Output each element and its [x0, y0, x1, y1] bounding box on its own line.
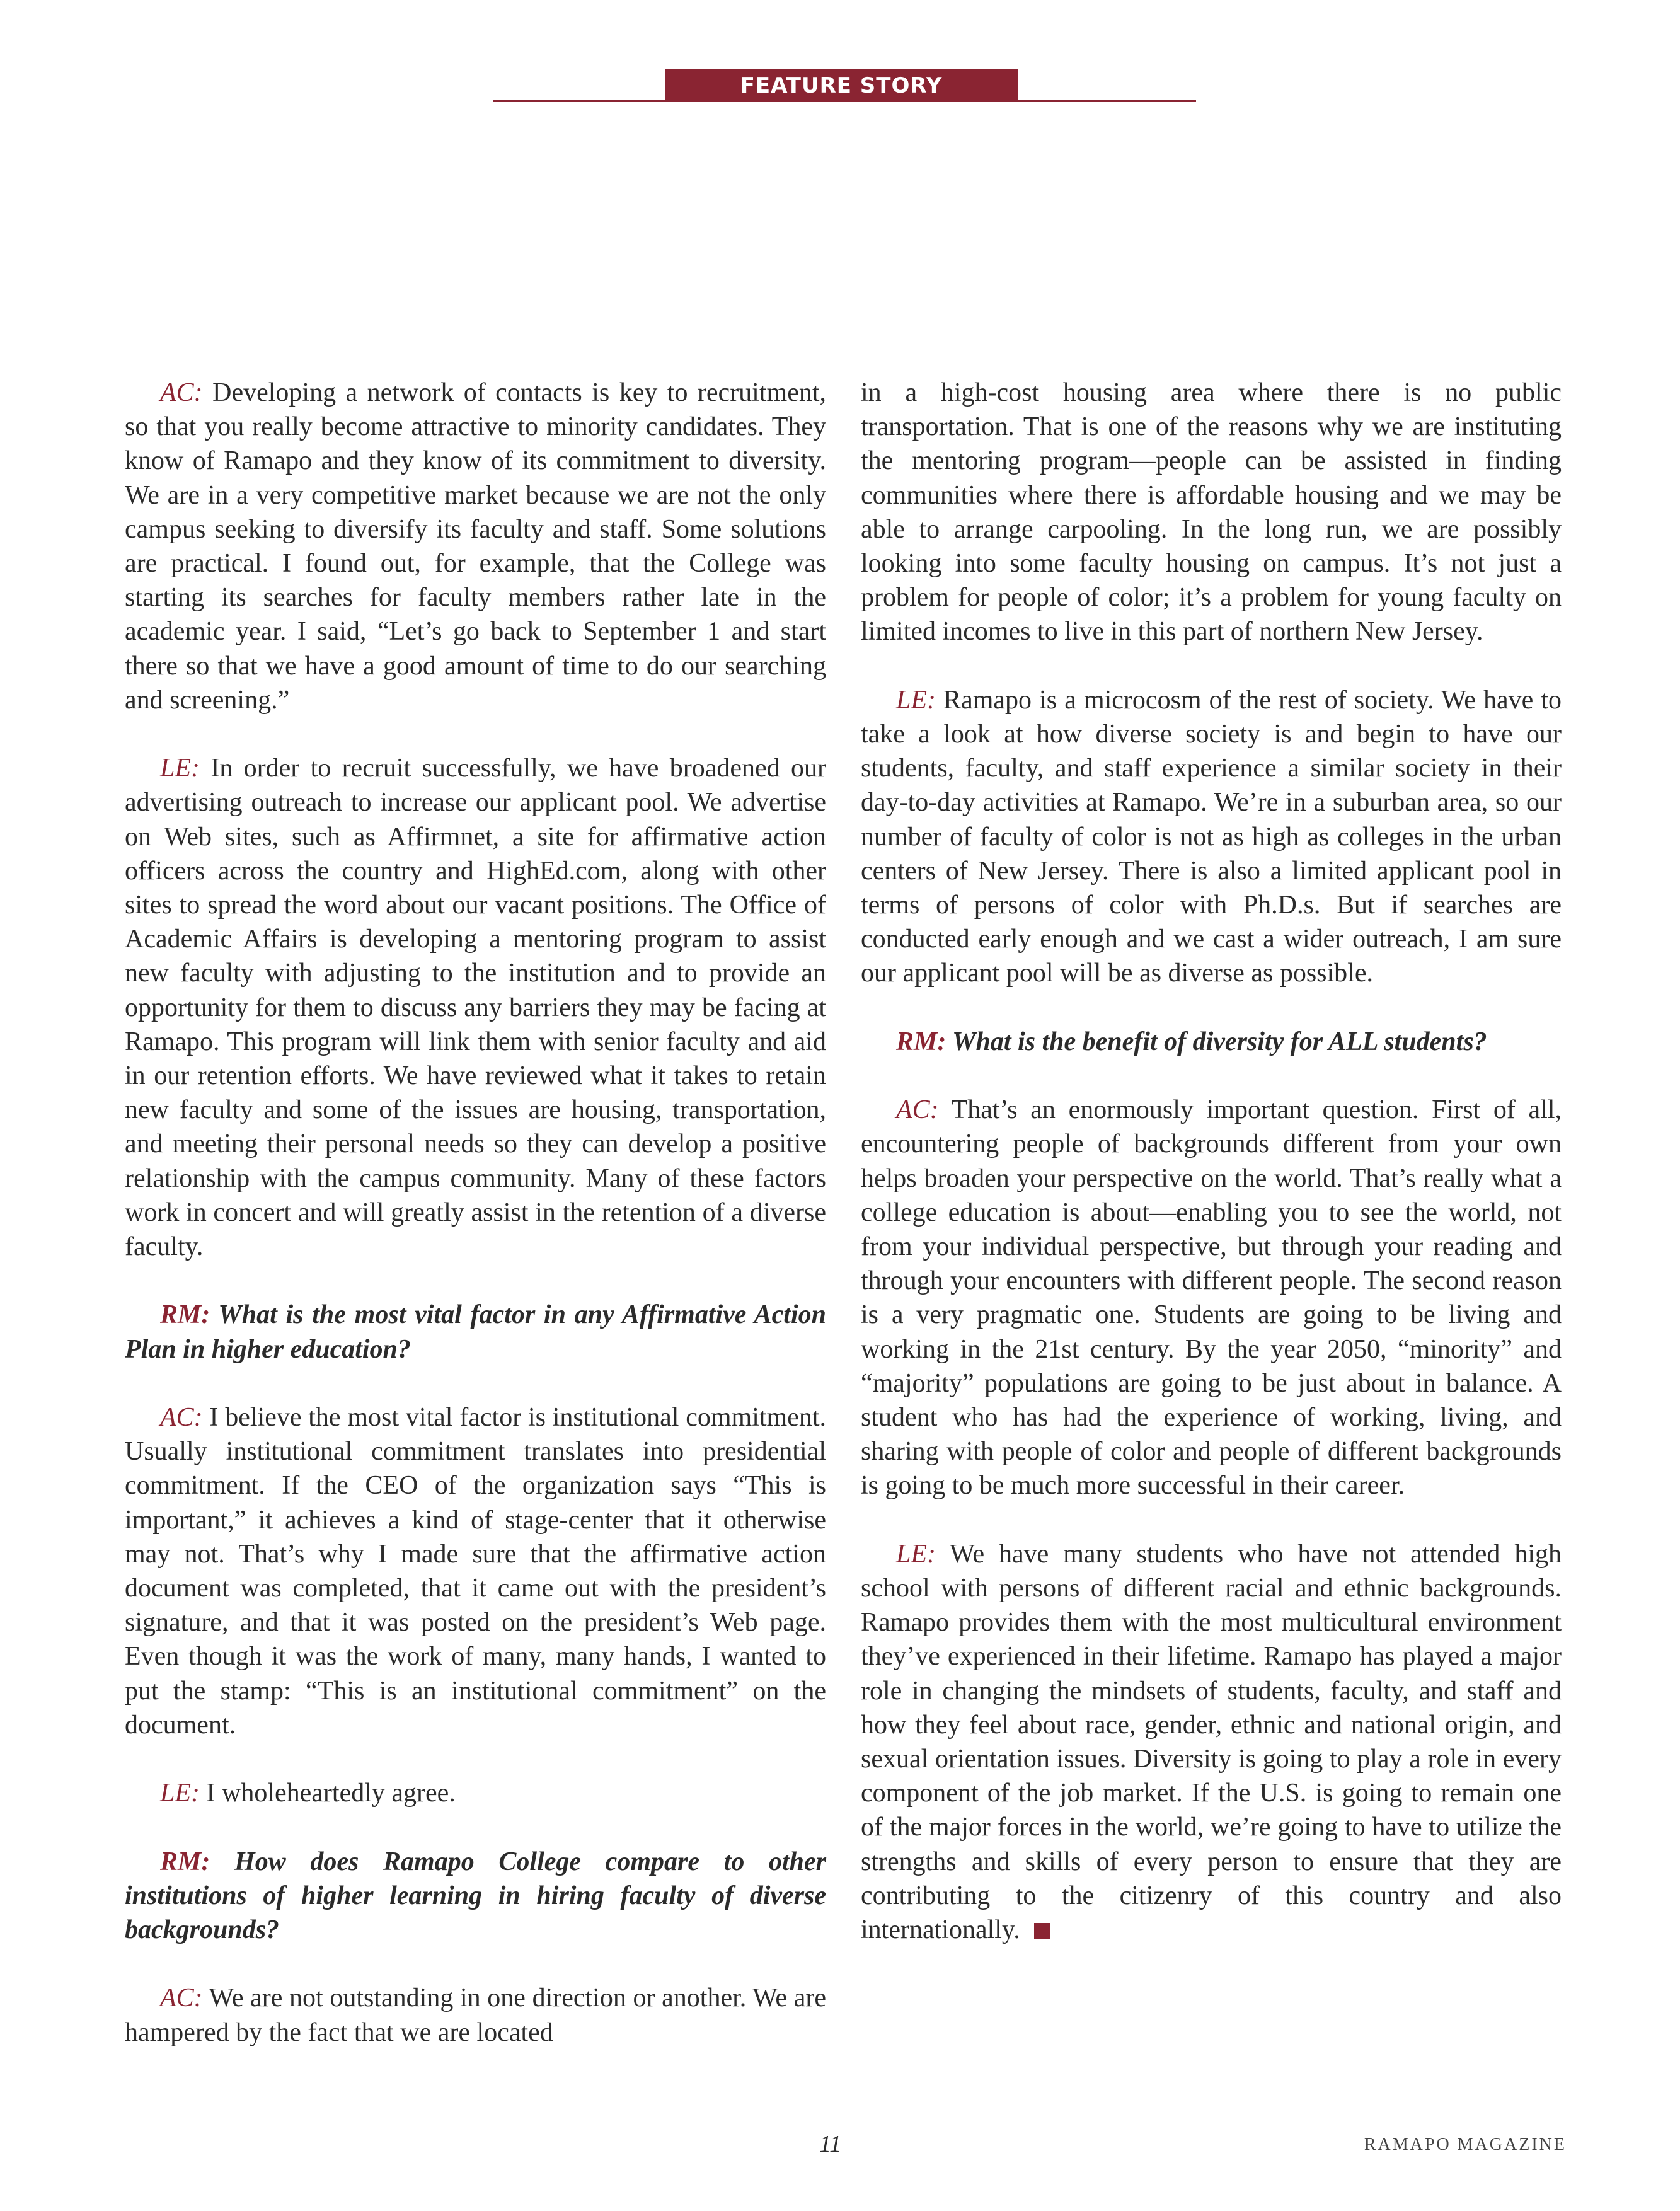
question-paragraph — [125, 1298, 826, 1366]
paragraph-text: Developing a network of contacts is key to recruitment, so that you really become attractive to minority candidates. They know of Ramapo and they know of its commitment to diversity. We are in a very competitive market because we are not the only campus seeking to diversify its faculty and staff. Some solutions are practical. I found out, for example, that the College was starting its searches for faculty members rather late in the academic year. I said, “Let’s go back to September 1 and start there so that we have a good amount of time to do our searching and screening.” — [125, 378, 827, 715]
section-label: FEATURE STORY — [665, 69, 1018, 102]
paragraph — [125, 1400, 826, 1742]
continued-paragraph — [861, 376, 1562, 649]
paragraph-text: Ramapo is a microcosm of the rest of society. We have to take a look at how diverse society is and begin to have our students, faculty, and staff experience a similar society in their day-to-day activities at Ramapo. We’re in a suburban area, so our number of faculty of color is not as high as colleges in the urban centers of New Jersey. There is also a limited applicant pool in terms of persons of color with Ph.D.s. But if searches are conducted early enough and we cast a wider outreach, I am sure our applicant pool will be as diverse as possible. — [861, 685, 1562, 988]
speaker-label: LE: — [896, 685, 936, 715]
speaker-label: AC: — [160, 1403, 203, 1433]
speaker-label: RM: — [160, 1300, 210, 1330]
speaker-label: LE: — [160, 754, 200, 783]
article-column-right — [861, 376, 1562, 1981]
speaker-label: AC: — [160, 378, 203, 407]
paragraph — [125, 376, 826, 717]
paragraph-text: in a high-cost housing area where there is no public transportation. That is one of the reasons why we are instituting the mentoring program—people can be assisted in finding communities where there is affordable housing and we may be able to arrange carpooling. In the long run, we are possibly looking into some faculty housing on campus. It’s not just a problem for people of color; it’s a problem for young faculty on limited incomes to live in this part of northern New Jersey. — [861, 378, 1562, 647]
question-text: How does Ramapo College compare to other institutions of higher learning in hiring faculty of diverse backgrounds? — [125, 1847, 827, 1945]
paragraph-text: I wholeheartedly agree. — [206, 1779, 456, 1808]
question-paragraph — [861, 1025, 1562, 1059]
paragraph — [861, 683, 1562, 991]
paragraph-text: We have many students who have not attended high school with persons of different racial and ethnic backgrounds. Ramapo provides them with the most multicultural environment they’ve experienced in their lifetime. Ramapo has played a major role in changing the mindsets of students, faculty, and staff and how they feel about race, gender, ethnic and national origin, and sexual orientation issues. Diversity is going to play a role in every component of the job market. If the U.S. is going to remain one of the major forces in the world, we’re going to have to utilize the strengths and skills of every person to ensure that they are contributing to the citizenry of this country and also internationally. — [861, 1539, 1562, 1945]
speaker-label: AC: — [160, 1983, 203, 2013]
question-paragraph — [125, 1845, 826, 1948]
paragraph-text: I believe the most vital factor is institutional commitment. Usually institutional commitment translates into presidential commitment. If the CEO of the organization says “This is important,” it achieves a kind of stage-center that it otherwise may not. That’s why I made sure that the affirmative action document was completed, that it came out with the president’s signature, and that it was posted on the president’s Web page. Even though it was the work of many, many hands, I wanted to put the stamp: “This is an institutional commitment” on the document. — [125, 1403, 827, 1740]
paragraph-text: That’s an enormously important question. First of all, encountering people of backgrounds different from your own helps broaden your perspective on the world. That’s really what a college education is about—enabling you to see the world, not from your individual perspective, but through your reading and through your encounters with different people. The second reason is a very pragmatic one. Students are going to be living and working in the 21st century. By the year 2050, “minority” and “majority” populations are going to be just about in balance. A student who has had the experience of working, living, and sharing with people of color and people of different backgrounds is going to be much more successful in their career. — [861, 1095, 1562, 1501]
paragraph — [861, 1537, 1562, 1947]
question-text: What is the benefit of diversity for ALL students? — [952, 1027, 1487, 1056]
paragraph — [125, 751, 826, 1264]
speaker-label: RM: — [160, 1847, 210, 1876]
end-of-article-square-icon — [1034, 1923, 1050, 1939]
speaker-label: AC: — [896, 1095, 939, 1125]
speaker-label: LE: — [160, 1779, 200, 1808]
article-column-left — [125, 376, 826, 2084]
speaker-label: LE: — [896, 1539, 936, 1569]
paragraph — [125, 1776, 826, 1810]
paragraph — [861, 1093, 1562, 1503]
question-text: What is the most vital factor in any Affirmative Action Plan in higher education? — [125, 1300, 826, 1364]
paragraph — [125, 1981, 826, 2049]
paragraph-text: We are not outstanding in one direction or another. We are hampered by the fact that we are located — [125, 1983, 826, 2047]
speaker-label: RM: — [896, 1027, 946, 1056]
publication-name: RAMAPO MAGAZINE — [1364, 2135, 1567, 2154]
paragraph-text: In order to recruit successfully, we have broadened our advertising outreach to increase our applicant pool. We advertise on Web sites, such as Affirmnet, a site for affirmative action officers across the country and HighEd.com, along with other sites to spread the word about our vacant positions. The Office of Academic Affairs is developing a mentoring program to assist new faculty with adjusting to the institution and to provide an opportunity for them to discuss any barriers they may be facing at Ramapo. This program will link them with senior faculty and aid in our retention efforts. We have reviewed what it takes to retain new faculty and some of the issues are housing, transportation, and meeting their personal needs so they can develop a positive relationship with the campus community. Many of these factors work in concert and will greatly assist in the retention of a diverse faculty. — [125, 754, 826, 1262]
page-number: 11 — [819, 2131, 842, 2157]
